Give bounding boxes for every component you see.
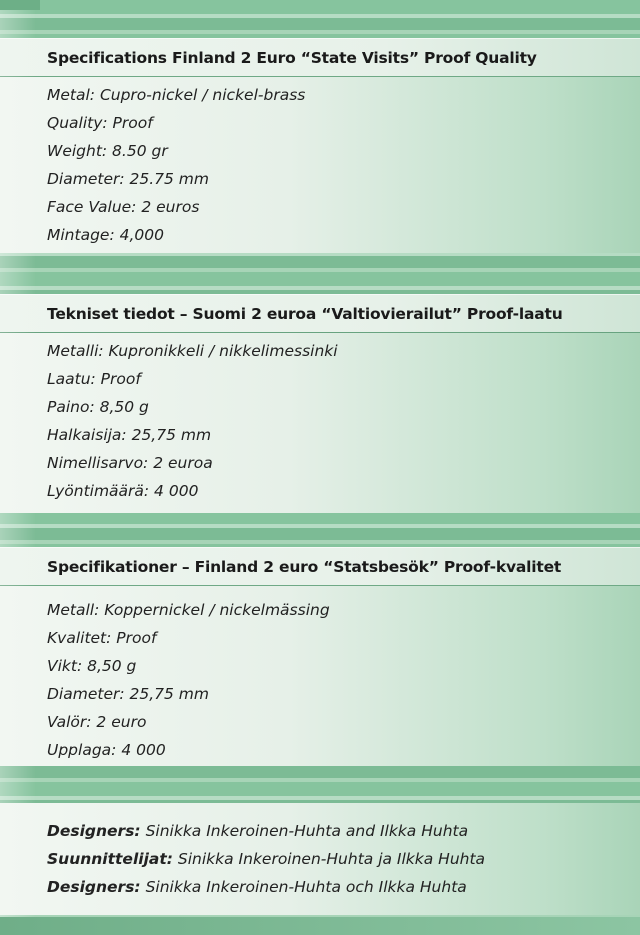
section-title: Tekniset tiedot – Suomi 2 euroa “Valtiovierailut” Proof-laatu [47,304,563,323]
spec-metal: Metall: Koppernickel / nickelmässing [47,601,330,619]
designers-label: Designers: [47,878,141,896]
top-left-tab [0,0,40,10]
section-header [0,547,640,585]
section-body [0,586,640,766]
spec-mintage: Lyöntimäärä: 4 000 [47,482,199,500]
spec-mintage: Mintage: 4,000 [47,226,164,244]
section-body [0,333,640,513]
spec-face-value: Face Value: 2 euros [47,198,200,216]
spec-face-value: Valör: 2 euro [47,713,147,731]
designers-body [0,803,640,915]
designers-names: Sinikka Inkeroinen-Huhta ja Ilkka Huhta [177,850,486,868]
section-header [0,294,640,332]
designers-line-english [47,817,640,845]
designers-line-swedish [47,873,640,901]
spec-weight: Vikt: 8,50 g [47,657,137,675]
spec-quality: Quality: Proof [47,114,153,132]
spec-diameter: Diameter: 25.75 mm [47,170,210,188]
designers-names: Sinikka Inkeroinen-Huhta and Ilkka Huhta [145,822,469,840]
designers-line-finnish [47,845,640,873]
spec-quality: Laatu: Proof [47,370,141,388]
spec-quality: Kvalitet: Proof [47,629,157,647]
bottom-edge-band [0,917,640,935]
spec-diameter: Diameter: 25,75 mm [47,685,210,703]
spec-weight: Weight: 8.50 gr [47,142,168,160]
spec-weight: Paino: 8,50 g [47,398,149,416]
designers-label: Designers: [47,822,141,840]
spec-diameter: Halkaisija: 25,75 mm [47,426,212,444]
spec-face-value: Nimellisarvo: 2 euroa [47,454,213,472]
designers-names: Sinikka Inkeroinen-Huhta och Ilkka Huhta [145,878,467,896]
section-title: Specifications Finland 2 Euro “State Visits” Proof Quality [47,48,537,67]
spec-metal: Metalli: Kupronikkeli / nikkelimessinki [47,342,338,360]
designers-label: Suunnittelijat: [47,850,173,868]
section-body [0,77,640,253]
section-title: Specifikationer – Finland 2 euro “Statsbesök” Proof-kvalitet [47,557,562,576]
spec-mintage: Upplaga: 4 000 [47,741,166,759]
section-header [0,38,640,76]
spec-metal: Metal: Cupro-nickel / nickel-brass [47,86,306,104]
